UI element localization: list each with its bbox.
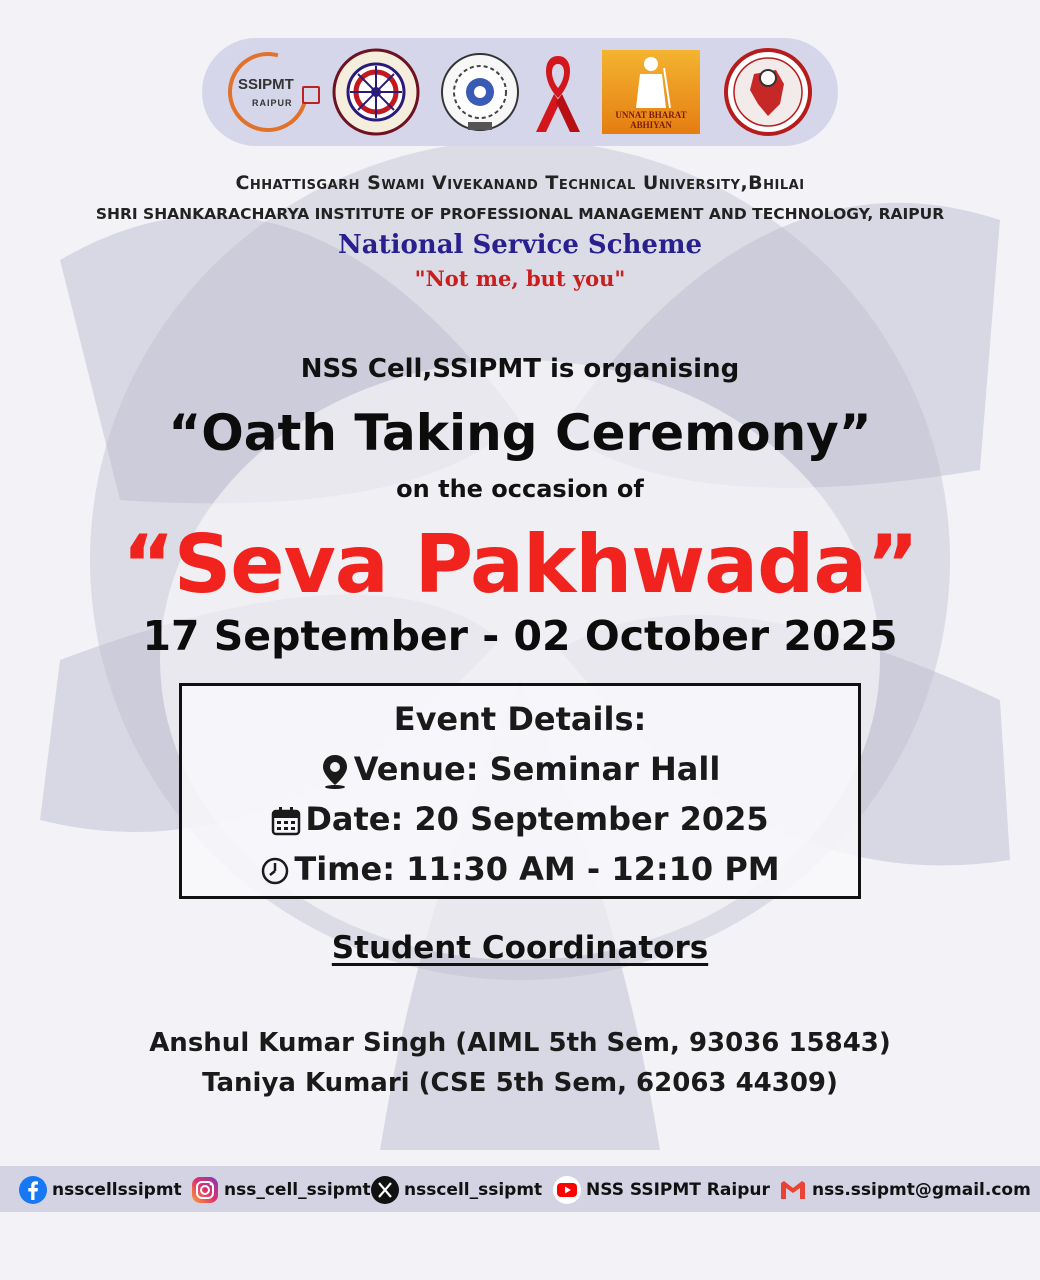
uba-english-text: UNNAT BHARAT ABHIYAN [615,110,687,130]
event-title: “Oath Taking Ceremony” [168,404,872,462]
email-address: nss.ssipmt@gmail.com [812,1180,1031,1200]
red-ribbon-icon [528,48,588,136]
venue-text: Venue: Seminar Hall [353,750,721,788]
youtube-handle: NSS SSIPMT Raipur [586,1180,770,1200]
gandhi-figure-icon [628,54,674,110]
naac-logo [724,48,812,136]
facebook-icon [18,1175,48,1205]
institute-name: SHRI SHANKARACHARYA INSTITUTE OF PROFESSIONAL MANAGEMENT AND TECHNOLOGY, RAIPUR [95,205,945,223]
time-row [182,850,858,888]
scheme-name: National Service Scheme [337,230,703,260]
calendar-icon [271,806,301,836]
location-pin-icon [320,753,350,789]
facebook-handle: nsscellssipmt [52,1180,182,1200]
university-name: Chhattisgarh Swami Vivekanand Technical University,Bhilai [235,172,805,194]
gmail-icon [778,1175,808,1205]
x-link[interactable] [370,1175,542,1205]
coordinator-1: Anshul Kumar Singh (AIML 5th Sem, 93036 15843) [149,1028,891,1058]
campaign-title: “Seva Pakhwada” [122,518,918,611]
date-row [182,800,858,838]
nss-emblem-logo [332,48,420,136]
campaign-dates: 17 September - 02 October 2025 [142,612,898,660]
unnat-bharat-abhiyan-logo [602,48,700,136]
ssipmt-logo-name: SSIPMT [238,76,294,93]
ssipmt-logo-sub: RAIPUR [252,98,293,108]
instagram-icon [190,1175,220,1205]
instagram-handle: nss_cell_ssipmt [224,1180,371,1200]
event-details-box [179,683,861,899]
email-link[interactable] [778,1175,1031,1205]
occasion-line: on the occasion of [396,475,644,503]
coordinator-2: Taniya Kumari (CSE 5th Sem, 62063 44309) [202,1068,838,1098]
ssipmt-logo [224,48,320,136]
facebook-link[interactable] [18,1175,182,1205]
x-handle: nsscell_ssipmt [404,1180,543,1200]
youtube-link[interactable] [552,1175,770,1205]
x-icon [370,1175,400,1205]
time-text: Time: 11:30 AM - 12:10 PM [294,850,780,888]
date-text: Date: 20 September 2025 [305,800,769,838]
organiser-line: NSS Cell,SSIPMT is organising [300,354,740,384]
instagram-link[interactable] [190,1175,371,1205]
clock-icon [260,856,290,886]
venue-row [182,750,858,789]
event-details-heading: Event Details: [393,700,647,738]
logo-bar [202,38,838,146]
cswtu-logo [440,48,520,136]
scheme-motto: "Not me, but you" [414,266,626,291]
youtube-icon [552,1175,582,1205]
social-footer [0,1166,1040,1212]
coordinators-heading: Student Coordinators [331,930,709,966]
